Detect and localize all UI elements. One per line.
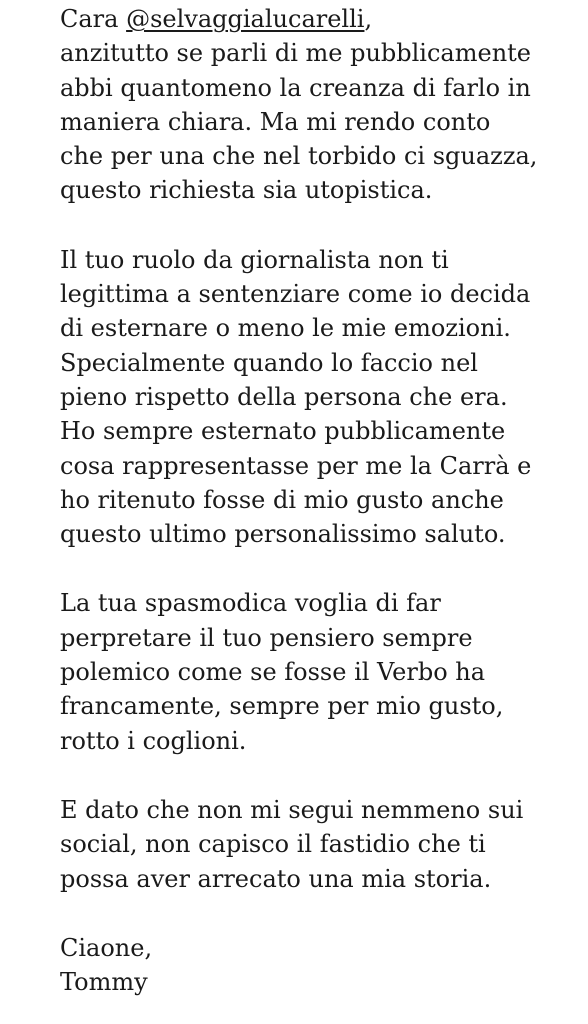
paragraph-gap xyxy=(60,208,548,243)
text-line: anzitutto se parli di me pubblicamente xyxy=(60,39,531,68)
text-line: di esternare o meno le mie emozioni. xyxy=(60,314,511,343)
text-line: La tua spasmodica voglia di far xyxy=(60,589,441,618)
text-line: polemico come se fosse il Verbo ha xyxy=(60,658,486,687)
greeting-suffix: , xyxy=(364,5,373,33)
text-line: perpretare il tuo pensiero sempre xyxy=(60,623,473,652)
text-line: legittima a sentenziare come io decida xyxy=(60,280,531,309)
text-line: possa aver arrecato una mia storia. xyxy=(60,864,492,893)
text-line: pieno rispetto della persona che era. xyxy=(60,382,508,411)
paragraph-gap xyxy=(60,551,548,586)
text-line: abbi quantomeno la creanza di farlo in xyxy=(60,73,531,102)
closing-text: Ciaone, xyxy=(60,933,153,962)
text-line: questo ultimo personalissimo saluto. xyxy=(60,520,506,549)
text-line: social, non capisco il fastidio che ti xyxy=(60,830,486,859)
text-line: francamente, sempre per mio gusto, xyxy=(60,692,504,721)
text-line: questo richiesta sia utopistica. xyxy=(60,176,433,205)
sign-off xyxy=(60,931,548,1000)
text-line: ho ritenuto fosse di mio gusto anche xyxy=(60,485,504,514)
signature-text: Tommy xyxy=(60,968,148,997)
paragraph-gap xyxy=(60,758,548,793)
paragraph-gap xyxy=(60,896,548,931)
text-line: rotto i coglioni. xyxy=(60,726,247,755)
text-line: Il tuo ruolo da giornalista non ti xyxy=(60,245,449,274)
text-line: Specialmente quando lo faccio nel xyxy=(60,348,478,377)
paragraph-3 xyxy=(60,586,548,757)
greeting-prefix: Cara xyxy=(60,5,127,33)
paragraph-4 xyxy=(60,793,548,896)
text-line: maniera chiara. Ma mi rendo conto xyxy=(60,107,491,136)
paragraph-greeting xyxy=(60,2,548,208)
text-line: che per una che nel torbido ci sguazza, xyxy=(60,142,538,171)
text-line: E dato che non mi segui nemmeno sui xyxy=(60,795,524,824)
paragraph-2 xyxy=(60,243,548,552)
greeting-line xyxy=(60,2,548,36)
text-line: cosa rappresentasse per me la Carrà e xyxy=(60,451,532,480)
mention-link[interactable]: @selvaggialucarelli xyxy=(126,5,365,33)
text-line: Ho sempre esternato pubblicamente xyxy=(60,417,506,446)
